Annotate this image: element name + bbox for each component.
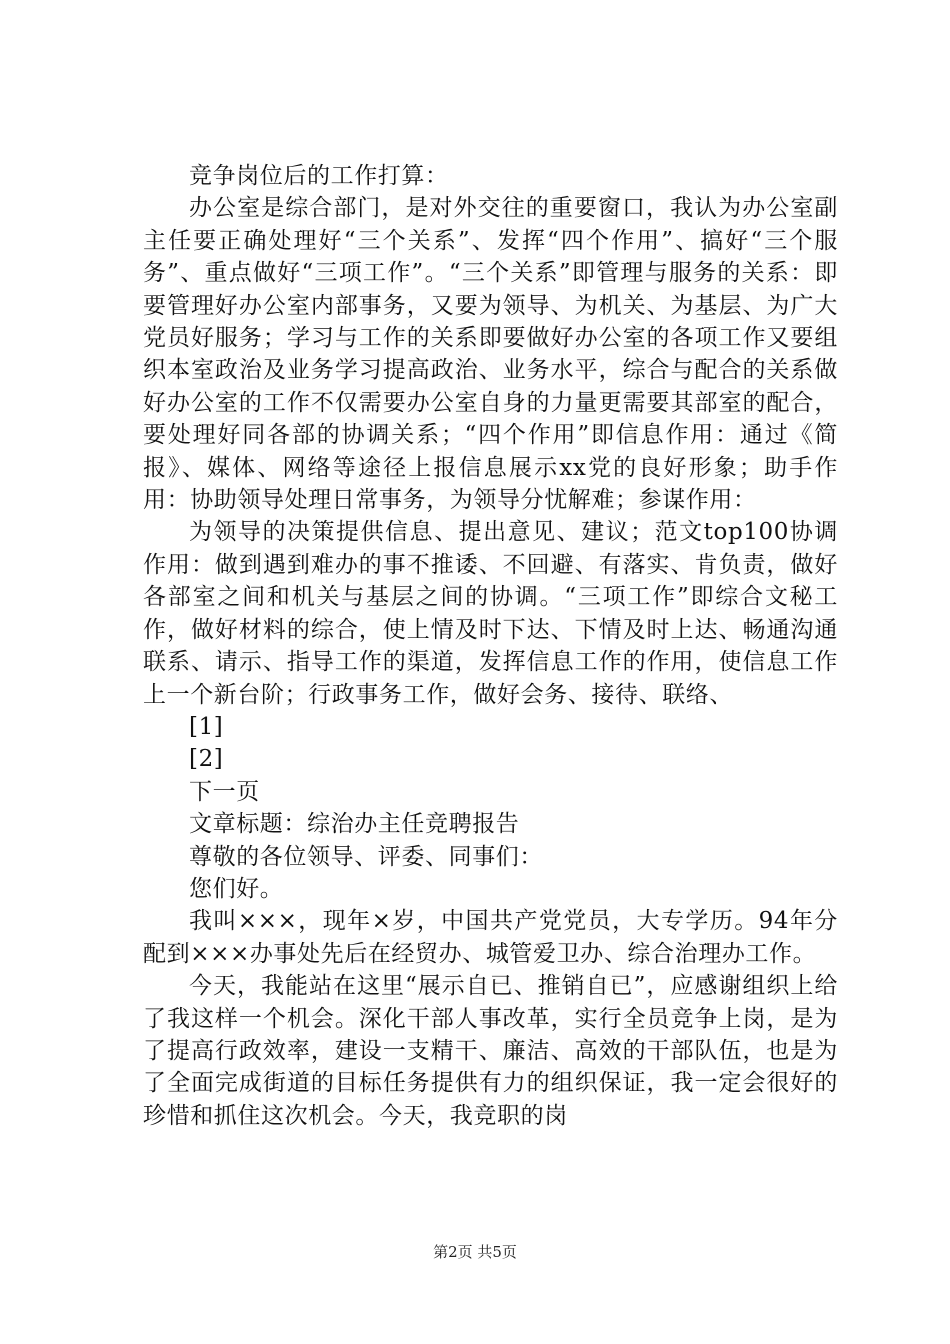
- page-footer: 第2页 共5页: [433, 1243, 517, 1261]
- body-paragraph: 办公室是综合部门，是对外交往的重要窗口，我认为办公室副主任要正确处理好“三个关系”、发挥“四个作用”、搞好“三个服务”、重点做好“三项工作”。“三个关系”即管理与服务的关系：即要管理好办公室内部事务，又要为领导、为机关、为基层、为广大党员好服务；学习与工作的关系即要做好办公室的各项工作又要组织本室政治及业务学习提高政治、业务水平，综合与配合的关系做好办公室的工作不仅需要办公室自身的力量更需要其部室的配合，要处理好同各部的协调关系；“四个作用”即信息作用：通过《简报》、媒体、网络等途径上报信息展示xx党的良好形象；助手作用：协助领导处理日常事务，为领导分忧解难；参谋作用：: [143, 195, 838, 514]
- body-paragraph: 我叫×××，现年×岁，中国共产党党员，大专学历。94年分配到×××办事处先后在经贸办、城管爱卫办、综合治理办工作。: [143, 908, 838, 967]
- next-page-link[interactable]: 下一页: [189, 778, 260, 805]
- body-paragraph: 为领导的决策提供信息、提出意见、建议；范文top100协调作用：做到遇到难办的事不推诿、不回避、有落实、肯负责，做好各部室之间和机关与基层之间的协调。“三项工作”即综合文秘工作，做好材料的综合，使上情及时下达、下情及时上达、畅通沟通联系、请示、指导工作的渠道，发挥信息工作的作用，使信息工作上一个新台阶；行政事务工作，做好会务、接待、联络、: [143, 519, 838, 708]
- page-link-2[interactable]: [2]: [189, 746, 224, 773]
- salutation: 尊敬的各位领导、评委、同事们：: [189, 843, 543, 870]
- article-title: 文章标题：综治办主任竞聘报告: [189, 811, 520, 838]
- section-heading: 竞争岗位后的工作打算：: [189, 163, 449, 189]
- page-link-1[interactable]: [1]: [189, 713, 224, 740]
- body-paragraph: 今天，我能站在这里“展示自已、推销自已”，应感谢组织上给了我这样一个机会。深化干部人事改革，实行全员竞争上岗，是为了提高行政效率，建设一支精干、廉洁、高效的干部队伍，也是为了全面完成街道的目标任务提供有力的组织保证，我一定会很好的珍惜和抓住这次机会。今天，我竞职的岗: [143, 973, 838, 1129]
- document-body: [143, 160, 838, 1132]
- greeting: 您们好。: [189, 875, 284, 902]
